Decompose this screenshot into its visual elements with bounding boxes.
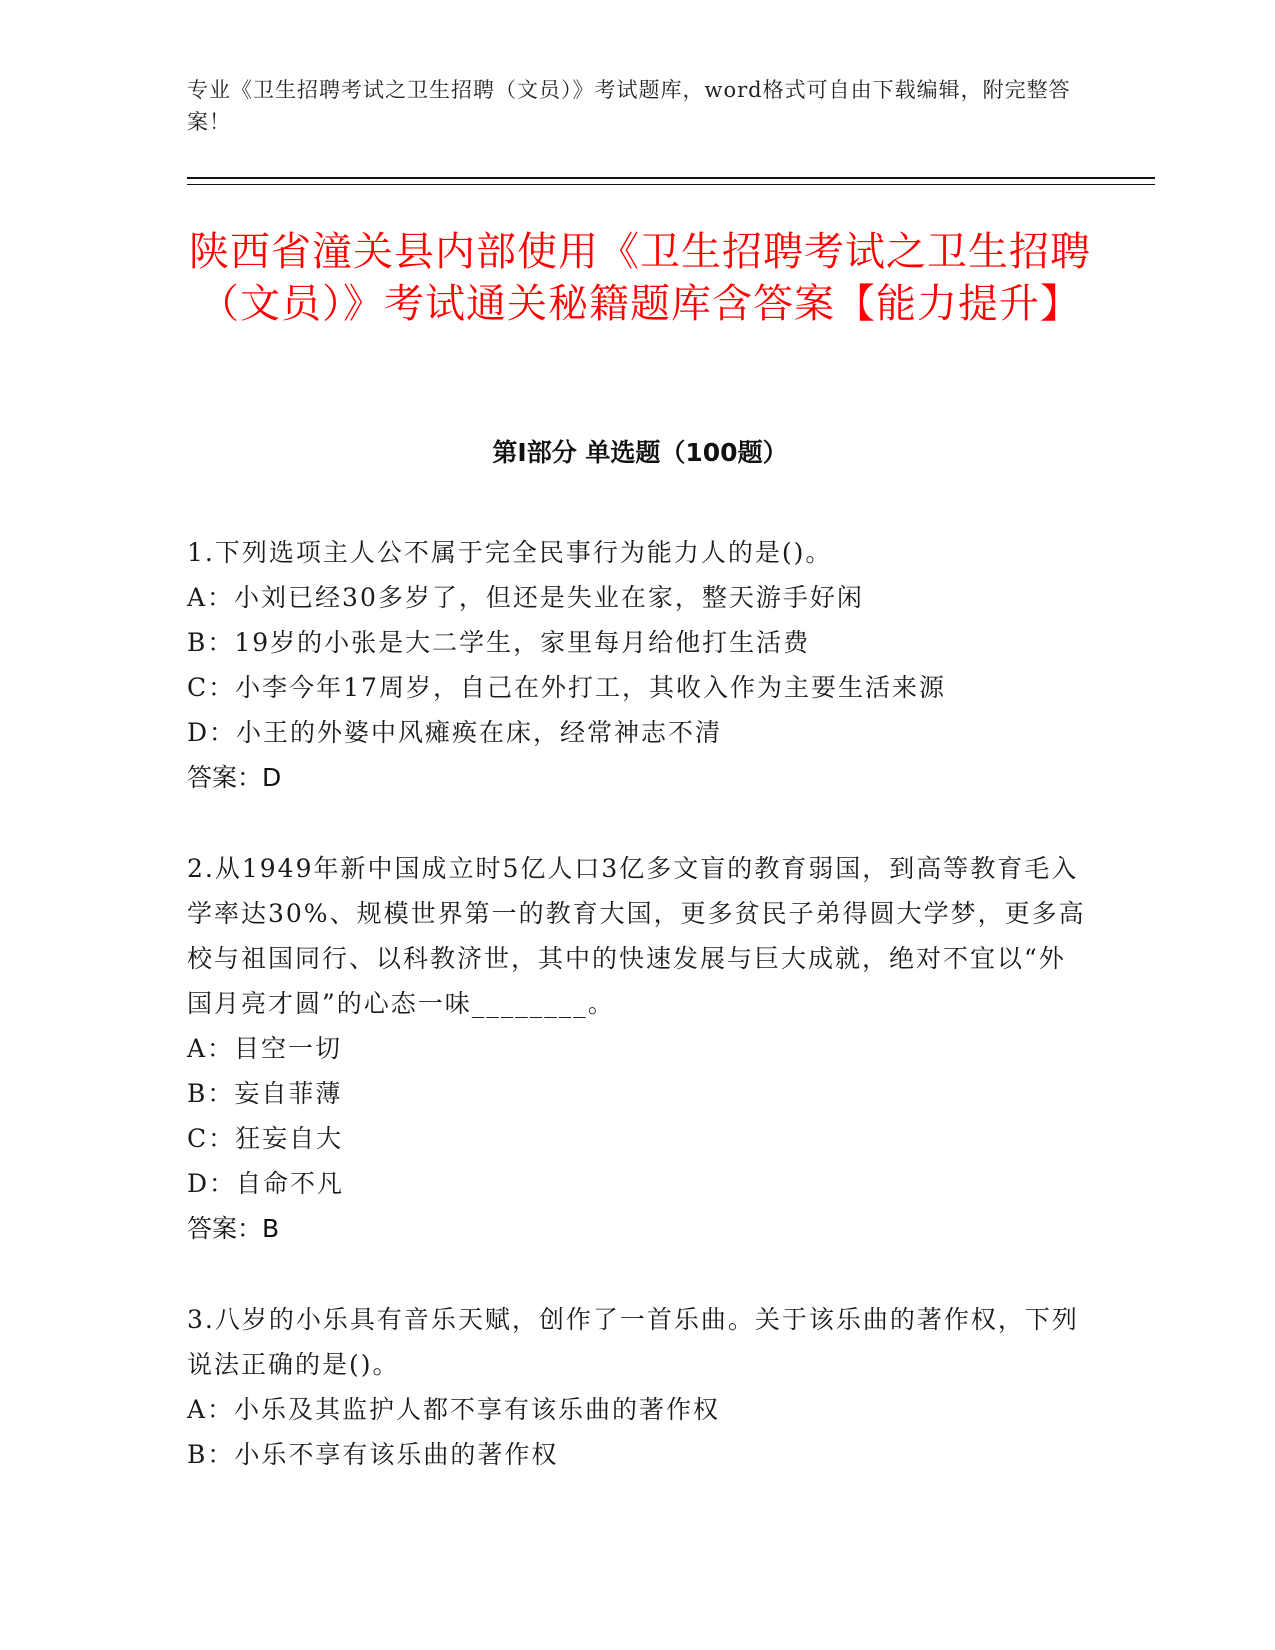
question-stem: 2.从1949年新中国成立时5亿人口3亿多文盲的教育弱国，到高等教育毛入学率达30%、规模世界第一的教育大国，更多贫民子弟得圆大学梦，更多高校与祖国同行、以科教济世，其中的快速发展与巨大成就，绝对不宜以“外国月亮才圆”的心态一味________。	[187, 854, 1086, 1018]
document-title: 陕西省潼关县内部使用《卫生招聘考试之卫生招聘（文员）》考试通关秘籍题库含答案【能力提升】	[189, 229, 1091, 327]
header-rule-thick	[187, 177, 1155, 179]
option-d: D：小王的外婆中风瘫痪在床，经常神志不清	[187, 718, 723, 747]
question-stem: 3.八岁的小乐具有音乐天赋，创作了一首乐曲。关于该乐曲的著作权，下列说法正确的是()。	[187, 1305, 1079, 1379]
option-b: B：小乐不享有该乐曲的著作权	[187, 1440, 559, 1469]
option-a: A：小乐及其监护人都不享有该乐曲的著作权	[187, 1395, 721, 1424]
option-c: C：狂妄自大	[187, 1124, 344, 1153]
header-note: 专业《卫生招聘考试之卫生招聘（文员）》考试题库，word格式可自由下载编辑，附完整答案！	[187, 78, 1071, 134]
option-a: A：小刘已经30多岁了，但还是失业在家，整天游手好闲	[187, 583, 864, 612]
question-3	[187, 1297, 1087, 1477]
answer: 答案：B	[187, 1214, 280, 1243]
header-rule-thin	[187, 184, 1155, 185]
section-heading: 第I部分 单选题（100题）	[492, 438, 788, 467]
question-1	[187, 530, 1087, 800]
option-d: D：自命不凡	[187, 1169, 345, 1198]
option-b: B：19岁的小张是大二学生，家里每月给他打生活费	[187, 628, 811, 657]
option-c: C：小李今年17周岁，自己在外打工，其收入作为主要生活来源	[187, 673, 946, 702]
answer: 答案：D	[187, 763, 282, 792]
question-list	[187, 530, 1087, 1523]
option-b: B：妄自菲薄	[187, 1079, 343, 1108]
question-stem: 1.下列选项主人公不属于完全民事行为能力人的是()。	[187, 538, 833, 567]
question-2	[187, 846, 1087, 1251]
option-a: A：目空一切	[187, 1034, 343, 1063]
